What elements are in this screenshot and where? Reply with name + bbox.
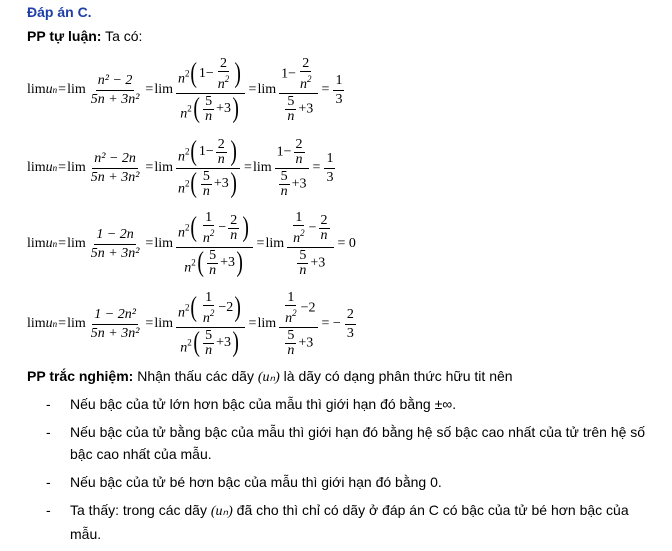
eq3-result: = 0 <box>337 236 356 251</box>
bullet-item: - Nếu bậc của tử bằng bậc của mẫu thì giới hạn đó bằng hệ số bậc cao nhất của tử trên hệ số bậc cao nhất của mẫu. <box>46 424 646 462</box>
eq2-simplified-fraction: 1− $\frac{2}{n}$ $\frac{5}{n}$ +3 <box>276 136 307 199</box>
sequence-symbol: (uₙ) <box>210 504 233 519</box>
equation-1: lim u n = lim $\frac{\text{n² − 2}}{\text{5n + 3n²}}$ = lim $n^2$ ( 1− $\frac{2}{n^2}$ ) $n^2$ ( $\frac{5}{n}$ +3 ) = lim 1− $\frac{2}{n^2}$ $\frac{5}{n}$ +3 = $\frac{1}{3}$ <box>27 55 343 124</box>
eq3-fraction <box>89 227 142 262</box>
eq4-result: $\frac{2}{3}$ <box>346 306 354 341</box>
bullet-item: - Ta thấy: trong các dãy (uₙ) đã cho thì chỉ có dãy ở đáp án C có bậc của tử bé hơn bậc của mẫu. <box>46 502 629 542</box>
eq4-fraction <box>89 307 142 342</box>
bullet-item: - Nếu bậc của tử bé hơn bậc của mẫu thì giới hạn đó bằng 0. <box>46 474 442 490</box>
n-subscript: n <box>52 85 58 95</box>
bullet-text-before: Ta thấy: trong các dãy <box>70 502 207 518</box>
eq1-simplified-fraction: 1− $\frac{2}{n^2}$ $\frac{5}{n}$ +3 <box>279 57 317 124</box>
bullet-list <box>46 393 661 551</box>
eq1-result: $\frac{1}{3}$ <box>335 72 343 107</box>
eq2-denominator: 5n + 3n² <box>90 169 140 185</box>
method2-text-after: là dãy có dạng phân thức hữu tit nên <box>283 368 513 384</box>
method2-title: PP trắc nghiệm: <box>27 368 134 384</box>
sequence-symbol: (uₙ) <box>257 370 280 385</box>
eq3-factored-fraction: $n^2$ ( $\frac{1}{n^2}$ − $\frac{2}{n}$ ) $n^2$ ( $\frac{5}{n}$ +3 ) <box>176 211 253 278</box>
answer-label: Đáp án C. <box>27 4 92 20</box>
method2-text-before: Nhận thấu các dãy <box>137 368 254 384</box>
eq1-factored-fraction: $n^2$ ( 1− $\frac{2}{n^2}$ ) $n^2$ ( $\frac{5}{n}$ +3 ) <box>176 57 245 124</box>
bullet-text-after: đã cho thì chỉ có dãy ở đáp án C có bậc của tử bé hơn bậc của mẫu. <box>70 502 629 542</box>
eq4-denominator: 5n + 3n² <box>90 325 140 341</box>
bullet-text: Nếu bậc của tử bé hơn bậc của mẫu thì giới hạn đó bằng 0. <box>70 474 442 490</box>
eq2-numerator: n² − 2n <box>92 151 138 169</box>
eq1-numerator: n² − 2 <box>96 73 135 91</box>
eq3-denominator: 5n + 3n² <box>90 245 140 261</box>
eq2-fraction <box>89 151 142 186</box>
eq1-fraction <box>89 73 142 108</box>
eq4-numerator: 1 − 2n² <box>92 307 138 325</box>
eq3-simplified-fraction: $\frac{1}{n^2}$ − $\frac{2}{n}$ $\frac{5}{n}$ +3 <box>287 211 333 278</box>
equation-3: lim u n = lim $\frac{1 - 2n}{\text{5n + 3n²}}$ = lim $n^2$ ( $\frac{1}{n^2}$ − $\frac{2}{n}$ ) $n^2$ ( $\frac{5}{n}$ +3 ) = lim $\frac{1}{n^2}$ − $\frac{2}{n}$ $\frac{5}{n}$ +3 = 0 <box>27 209 356 278</box>
method1-title: PP tự luận: <box>27 28 102 44</box>
bullet-text: Nếu bậc của tử lớn hơn bậc của mẫu thì giới hạn đó bằng ±∞. <box>70 396 457 412</box>
method1-heading <box>27 28 142 44</box>
equation-2: lim u n = lim $\frac{\text{n² − 2n}}{\text{5n + 3n²}}$ = lim $n^2$ ( 1− $\frac{2}{n}$ ) $n^2$ ( $\frac{5}{n}$ +3 ) = lim 1− $\frac{2}{n}$ $\frac{5}{n}$ +3 = $\frac{1}{3}$ <box>27 136 334 199</box>
equation-4: lim u n = lim $\frac{\text{1 − 2n²}}{\text{5n + 3n²}}$ = lim $n^2$ ( $\frac{1}{n^2}$ −2 ) $n^2$ ( $\frac{5}{n}$ +3 ) = lim $\frac{1}{n^2}$ −2 $\frac{5}{n}$ +3 = − $\frac{2}{3}$ <box>27 289 354 358</box>
bullet-text: Nếu bậc của tử bằng bậc của mẫu thì giới hạn đó bằng hệ số bậc cao nhất của tử trên hệ số bậc cao nhất của mẫu. <box>70 424 646 462</box>
eq4-factored-fraction: $n^2$ ( $\frac{1}{n^2}$ −2 ) $n^2$ ( $\frac{5}{n}$ +3 ) <box>176 291 245 358</box>
lim-label: lim <box>27 82 46 97</box>
method1-text: Ta có: <box>105 28 143 44</box>
eq2-result: $\frac{1}{3}$ <box>326 150 334 185</box>
eq1-denominator: 5n + 3n² <box>90 91 140 107</box>
eq4-simplified-fraction: $\frac{1}{n^2}$ −2 $\frac{5}{n}$ +3 <box>279 291 317 358</box>
eq3-numerator: 1 − 2n <box>94 227 135 245</box>
eq2-factored-fraction: $n^2$ ( 1− $\frac{2}{n}$ ) $n^2$ ( $\frac{5}{n}$ +3 ) <box>176 138 240 199</box>
method2-heading <box>27 368 513 386</box>
bullet-item: - Nếu bậc của tử lớn hơn bậc của mẫu thì giới hạn đó bằng ±∞. <box>46 396 457 412</box>
u-symbol: u <box>45 82 53 97</box>
